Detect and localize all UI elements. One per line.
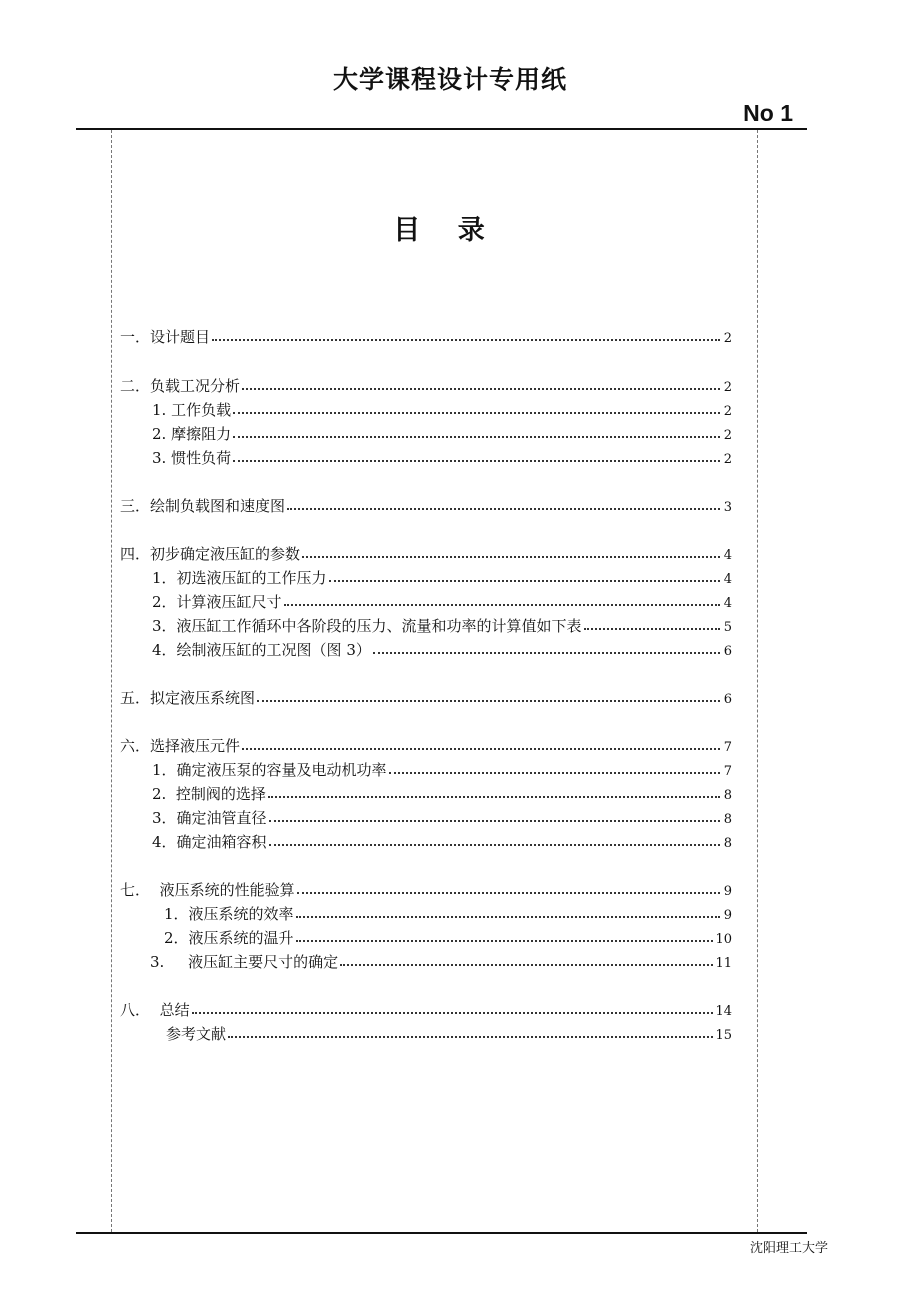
leader-dots (297, 892, 720, 894)
toc-entry-text: 总结 (159, 1001, 190, 1019)
toc-entry-4-4[interactable] (120, 639, 732, 661)
toc-entry-page: 4 (723, 596, 732, 611)
toc-entry-text: 设计题目 (150, 328, 211, 346)
leader-dots (257, 700, 720, 702)
leader-dots (268, 796, 720, 798)
toc-entry-number: 2． (164, 929, 189, 947)
toc-entry-8[interactable] (120, 999, 732, 1021)
toc-entry-text: 液压缸工作循环中各阶段的压力、流量和功率的计算值如下表 (176, 617, 582, 635)
toc-entry-number: 2． (152, 593, 177, 611)
leader-dots (340, 964, 713, 966)
leader-dots (228, 1036, 713, 1038)
right-margin-line (757, 130, 758, 1232)
footer-rule (76, 1232, 807, 1234)
toc-entry-page: 10 (715, 932, 732, 947)
toc-entry-page: 9 (723, 884, 732, 899)
toc-entry-text: 初步确定液压缸的参数 (150, 545, 301, 563)
toc-entry-number: 4． (152, 641, 177, 659)
toc-entry-page: 2 (723, 428, 732, 443)
toc-entry-2-1[interactable] (120, 399, 732, 421)
sheet-header-title: 大学课程设计专用纸 (332, 65, 567, 94)
toc-entry-page: 7 (723, 740, 732, 755)
toc-entry-page: 2 (723, 380, 732, 395)
page-number-label: No 1 (743, 100, 793, 126)
toc-entry-4-2[interactable] (120, 591, 732, 613)
left-margin-line (111, 130, 112, 1232)
toc-entry-text: 绘制液压缸的工况图（图 3） (176, 641, 371, 659)
toc-entry-text: 液压缸主要尺寸的确定 (188, 953, 339, 971)
toc-entry-number: 六． (120, 737, 151, 755)
toc-entry-text: 确定油管直径 (176, 809, 267, 827)
toc-entry-text: 确定油箱容积 (176, 833, 267, 851)
leader-dots (269, 820, 720, 822)
leader-dots (233, 412, 720, 414)
toc-entry-7-2[interactable] (120, 927, 732, 949)
toc-entry-page: 14 (715, 1004, 732, 1019)
toc-entry-4-3[interactable] (120, 615, 732, 637)
leader-dots (373, 652, 720, 654)
toc-entry-7[interactable] (120, 879, 732, 901)
leader-dots (302, 556, 720, 558)
toc-entry-text: 选择液压元件 (150, 737, 241, 755)
toc-entry-6-4[interactable] (120, 831, 732, 853)
leader-dots (296, 916, 720, 918)
toc-entry-page: 9 (723, 908, 732, 923)
toc-entry-6-2[interactable] (120, 783, 732, 805)
leader-dots (192, 1012, 714, 1014)
leader-dots (242, 388, 720, 390)
toc-entry-page: 5 (723, 620, 732, 635)
toc-entry-6-1[interactable] (120, 759, 732, 781)
toc-entry-number: 2. (152, 425, 167, 443)
toc-entry-number: 3. (152, 449, 167, 467)
toc-entry-number: 1． (152, 569, 177, 587)
leader-dots (212, 339, 720, 341)
toc-entry-6[interactable] (120, 735, 732, 757)
toc-entry-text: 参考文献 (166, 1025, 227, 1043)
toc-entry-number: 1. (152, 401, 167, 419)
toc-entry-page: 8 (723, 836, 732, 851)
toc-entry-number: 2. (152, 785, 167, 803)
leader-dots (329, 580, 720, 582)
toc-entry-number: 五． (120, 689, 151, 707)
toc-entry-6-3[interactable] (120, 807, 732, 829)
toc-entry-text: 摩擦阻力 (171, 425, 232, 443)
toc-entry-page: 6 (723, 692, 732, 707)
toc-entry-number: 3． (152, 809, 177, 827)
toc-entry-7-1[interactable] (120, 903, 732, 925)
toc-entry-4-1[interactable] (120, 567, 732, 589)
toc-entry-page: 4 (723, 572, 732, 587)
toc-entry-2[interactable] (120, 375, 732, 397)
toc-entry-1[interactable] (120, 326, 732, 348)
toc-entry-text: 液压系统的温升 (188, 929, 294, 947)
toc-entry-page: 11 (715, 956, 732, 971)
leader-dots (287, 508, 720, 510)
toc-entry-text: 拟定液压系统图 (150, 689, 256, 707)
toc-entry-2-3[interactable] (120, 447, 732, 469)
toc-entry-page: 2 (723, 452, 732, 467)
toc-entry-text: 液压系统的性能验算 (159, 881, 295, 899)
toc-entry-number: 1． (164, 905, 189, 923)
leader-dots (584, 628, 720, 630)
toc-entry-number: 三． (120, 497, 151, 515)
toc-entry-number: 二． (120, 377, 151, 395)
toc-entry-page: 2 (723, 404, 732, 419)
toc-entry-text: 初选液压缸的工作压力 (176, 569, 327, 587)
toc-entry-page: 2 (723, 331, 732, 346)
leader-dots (269, 844, 720, 846)
toc-entry-text: 工作负载 (171, 401, 232, 419)
leader-dots (284, 604, 720, 606)
toc-entry-page: 15 (715, 1028, 732, 1043)
toc-entry-page: 8 (723, 812, 732, 827)
leader-dots (233, 460, 720, 462)
leader-dots (389, 772, 720, 774)
header-rule (76, 128, 807, 130)
toc-entry-number: 八． (120, 1001, 151, 1019)
toc-entry-text: 惯性负荷 (171, 449, 232, 467)
toc-entry-number: 七． (120, 881, 151, 899)
leader-dots (242, 748, 720, 750)
leader-dots (296, 940, 714, 942)
toc-entry-7-3[interactable] (120, 951, 732, 973)
toc-entry-text: 确定液压泵的容量及电动机功率 (176, 761, 387, 779)
toc-entry-references[interactable] (120, 1023, 732, 1045)
toc-entry-page: 7 (723, 764, 732, 779)
toc-entry-3[interactable] (120, 495, 732, 517)
toc-entry-text: 液压系统的效率 (188, 905, 294, 923)
toc-entry-text: 计算液压缸尺寸 (176, 593, 282, 611)
toc-entry-text: 控制阀的选择 (175, 785, 266, 803)
toc-entry-number: 一． (120, 328, 151, 346)
leader-dots (233, 436, 720, 438)
toc-entry-4[interactable] (120, 543, 732, 565)
toc-entry-number: 3． (152, 617, 177, 635)
toc-entry-number: 3. (150, 953, 165, 971)
toc-entry-text: 绘制负载图和速度图 (150, 497, 286, 515)
toc-entry-number: 四． (120, 545, 151, 563)
toc-entry-number: 4． (152, 833, 177, 851)
toc-entry-page: 4 (723, 548, 732, 563)
toc-entry-page: 6 (723, 644, 732, 659)
toc-entry-page: 3 (723, 500, 732, 515)
toc-entry-page: 8 (723, 788, 732, 803)
toc-title: 目 录 (393, 215, 499, 246)
toc-entry-text: 负载工况分析 (150, 377, 241, 395)
toc-entry-5[interactable] (120, 687, 732, 709)
footer-org: 沈阳理工大学 (749, 1241, 828, 1256)
toc-entry-2-2[interactable] (120, 423, 732, 445)
toc-entry-number: 1． (152, 761, 177, 779)
